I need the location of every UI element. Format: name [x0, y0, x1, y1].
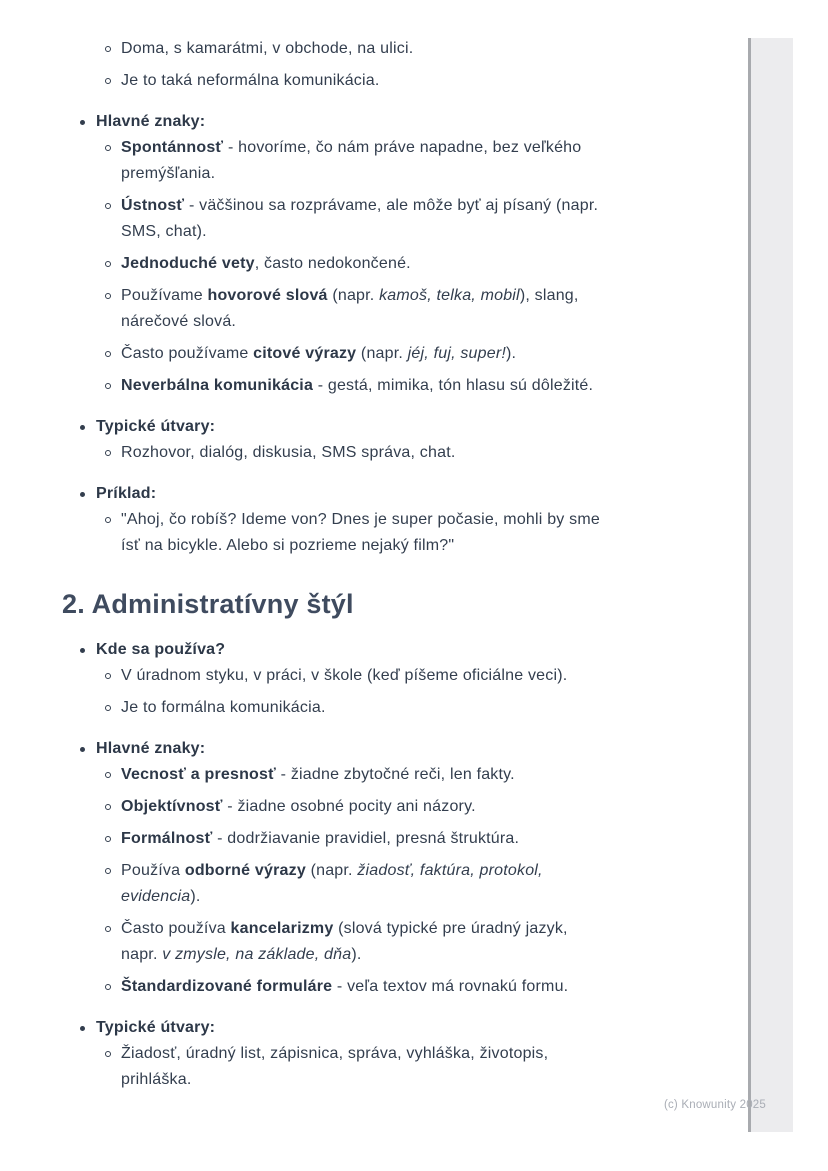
list-item-text — [121, 862, 543, 905]
text-segment: - žiadne zbytočné reči, len fakty. — [276, 766, 515, 783]
list-item — [78, 916, 640, 968]
list-item-text — [121, 798, 476, 815]
text-segment: Ústnosť — [121, 197, 185, 214]
list-item — [78, 858, 640, 910]
list-item-text — [96, 113, 205, 130]
text-segment: Doma, s kamarátmi, v obchode, na ulici. — [121, 40, 414, 57]
list-item — [78, 637, 640, 663]
circle-bullet-icon — [105, 261, 111, 267]
list-item — [78, 1015, 640, 1041]
circle-bullet-icon — [105, 450, 111, 456]
list-item — [78, 794, 640, 820]
text-segment: citové výrazy — [253, 345, 357, 362]
list-item-text — [121, 766, 515, 783]
circle-bullet-icon — [105, 673, 111, 679]
scrollbar-track[interactable] — [748, 38, 793, 1132]
list-item — [78, 974, 640, 1000]
circle-bullet-icon — [105, 351, 111, 357]
list-item-text — [121, 255, 411, 272]
text-segment: ). — [190, 888, 201, 905]
bullet-icon — [80, 120, 85, 125]
bullet-icon — [80, 1026, 85, 1031]
list-item-text — [96, 1019, 215, 1036]
text-segment: Jednoduché vety — [121, 255, 255, 272]
list-item-text — [121, 830, 519, 847]
list-item-text — [121, 287, 579, 330]
text-segment: premýšľania. — [121, 165, 216, 182]
text-segment: prihláška. — [121, 1071, 192, 1088]
text-segment: ), slang, — [519, 287, 579, 304]
text-segment: Typické útvary: — [96, 418, 216, 435]
text-segment: (napr. — [327, 287, 380, 304]
list-item-text — [96, 740, 205, 757]
list-item — [78, 373, 640, 399]
copyright-footer: (c) Knowunity 2025 — [663, 1099, 766, 1111]
text-segment: - žiadne osobné pocity ani názory. — [222, 798, 476, 815]
circle-bullet-icon — [105, 804, 111, 810]
list-item — [78, 663, 640, 689]
text-segment: Hlavné znaky: — [96, 113, 206, 130]
list-item — [78, 193, 640, 245]
list-item-text — [121, 1045, 548, 1088]
circle-bullet-icon — [105, 293, 111, 299]
list-item — [78, 341, 640, 367]
text-segment: (slová typické pre úradný jazyk, — [333, 920, 568, 937]
text-segment: Vecnosť a presnosť — [121, 766, 276, 783]
text-segment: Je to taká neformálna komunikácia. — [121, 72, 380, 89]
list-item — [78, 283, 640, 335]
list-item — [78, 68, 640, 94]
list-item-text — [121, 699, 326, 716]
section-heading: 2. Administratívny štýl — [62, 589, 354, 619]
list-item — [78, 507, 640, 559]
text-segment: V úradnom styku, v práci, v škole (keď píšeme oficiálne veci). — [121, 667, 568, 684]
text-segment: SMS, chat). — [121, 223, 207, 240]
text-segment: Príklad: — [96, 485, 157, 502]
text-segment: Používa — [121, 862, 185, 879]
list-item-text — [96, 485, 156, 502]
text-segment: "Ahoj, čo robíš? Ideme von? Dnes je super počasie, mohli by sme — [121, 511, 600, 528]
text-segment: evidencia — [121, 888, 191, 905]
circle-bullet-icon — [105, 1051, 111, 1057]
list-item — [78, 1041, 640, 1093]
text-segment: Kde sa používa? — [96, 641, 226, 658]
text-segment: Rozhovor, dialóg, diskusia, SMS správa, chat. — [121, 444, 456, 461]
circle-bullet-icon — [105, 772, 111, 778]
circle-bullet-icon — [105, 836, 111, 842]
text-segment: ). — [506, 345, 517, 362]
text-segment: Často používa — [121, 920, 231, 937]
circle-bullet-icon — [105, 46, 111, 52]
circle-bullet-icon — [105, 868, 111, 874]
circle-bullet-icon — [105, 705, 111, 711]
list-item-text — [121, 377, 593, 394]
text-segment: ). — [351, 946, 362, 963]
list-item-text — [121, 197, 598, 240]
list-item-text — [121, 978, 568, 995]
text-segment: nárečové slová. — [121, 313, 237, 330]
text-segment: ísť na bicykle. Alebo si pozrieme nejaký film?" — [121, 537, 455, 554]
circle-bullet-icon — [105, 383, 111, 389]
bullet-icon — [80, 648, 85, 653]
text-segment: Hlavné znaky: — [96, 740, 206, 757]
bullet-icon — [80, 492, 85, 497]
text-segment: - veľa textov má rovnakú formu. — [332, 978, 569, 995]
circle-bullet-icon — [105, 517, 111, 523]
list-item-text — [121, 511, 600, 554]
list-item-text — [121, 444, 456, 461]
list-item-text — [121, 920, 568, 963]
text-segment: hovorové slová — [207, 287, 328, 304]
list-item — [78, 135, 640, 187]
text-segment: Spontánnosť — [121, 139, 224, 156]
bullet-icon — [80, 425, 85, 430]
text-segment: Používame — [121, 287, 208, 304]
text-segment: napr. — [121, 946, 163, 963]
text-segment: - gestá, mimika, tón hlasu sú dôležité. — [313, 377, 594, 394]
list-item-text — [96, 418, 215, 435]
text-segment: (napr. — [305, 862, 358, 879]
text-segment: odborné výrazy — [184, 862, 306, 879]
text-segment: kancelarizmy — [230, 920, 334, 937]
list-item-text — [121, 40, 413, 57]
circle-bullet-icon — [105, 203, 111, 209]
text-segment: v zmysle, na základe, dňa — [162, 946, 352, 963]
document-body — [62, 36, 640, 1093]
list-item — [78, 826, 640, 852]
text-segment: Je to formálna komunikácia. — [121, 699, 326, 716]
list-item — [78, 695, 640, 721]
list-item — [78, 414, 640, 440]
text-segment: žiadosť, faktúra, protokol, — [357, 862, 543, 879]
bullet-icon — [80, 747, 85, 752]
text-segment: Žiadosť, úradný list, zápisnica, správa, vyhláška, životopis, — [121, 1045, 549, 1062]
list-item — [78, 481, 640, 507]
list-item-text — [121, 139, 581, 182]
circle-bullet-icon — [105, 984, 111, 990]
list-item — [78, 251, 640, 277]
list-item-text — [121, 72, 380, 89]
list-item-text — [121, 667, 567, 684]
circle-bullet-icon — [105, 145, 111, 151]
text-segment: jéj, fuj, super! — [407, 345, 507, 362]
text-segment: Často používame — [121, 345, 254, 362]
text-segment: - väčšinou sa rozprávame, ale môže byť aj písaný (napr. — [184, 197, 599, 214]
list-item — [78, 109, 640, 135]
list-item — [78, 440, 640, 466]
list-item-text — [96, 641, 225, 658]
circle-bullet-icon — [105, 78, 111, 84]
list-item — [78, 762, 640, 788]
text-segment: - hovoríme, čo nám práve napadne, bez veľkého — [223, 139, 582, 156]
list-item-text — [121, 345, 516, 362]
text-segment: Neverbálna komunikácia — [121, 377, 314, 394]
text-segment: Typické útvary: — [96, 1019, 216, 1036]
list-item — [78, 36, 640, 62]
circle-bullet-icon — [105, 926, 111, 932]
text-segment: Štandardizované formuláre — [121, 978, 333, 995]
text-segment: - dodržiavanie pravidiel, presná štruktúra. — [212, 830, 520, 847]
list-item — [78, 736, 640, 762]
text-segment: (napr. — [356, 345, 408, 362]
text-segment: , často nedokončené. — [254, 255, 411, 272]
text-segment: Formálnosť — [121, 830, 213, 847]
text-segment: Objektívnosť — [121, 798, 223, 815]
text-segment: kamoš, telka, mobil — [379, 287, 520, 304]
